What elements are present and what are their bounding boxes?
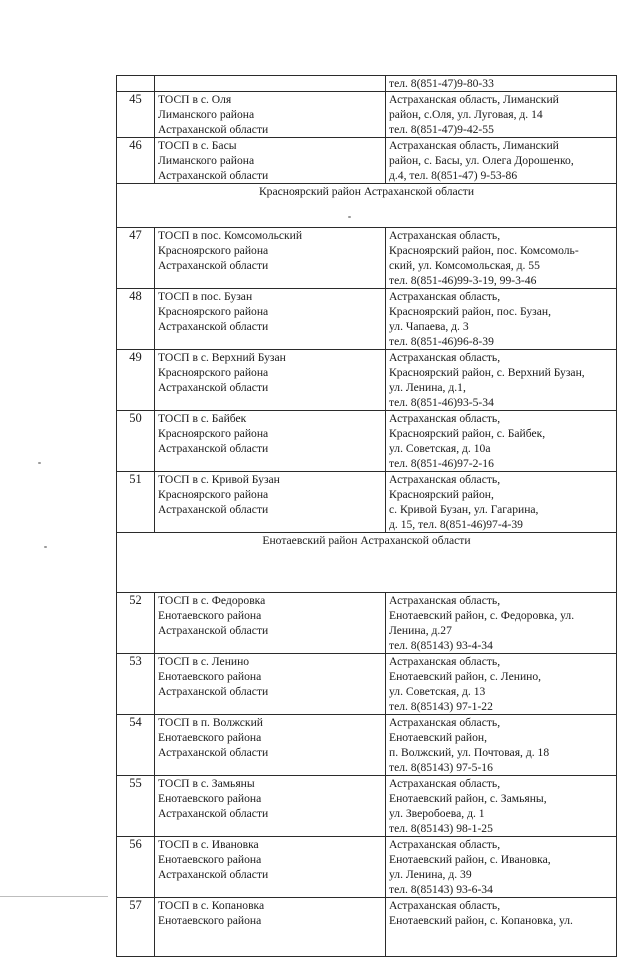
address-line: ул. Советская, д. 13 bbox=[389, 685, 486, 698]
scan-speck bbox=[38, 462, 41, 464]
table-row bbox=[117, 228, 617, 289]
table-row bbox=[117, 898, 617, 957]
address-line: тел. 8(85143) 93-6-34 bbox=[389, 883, 493, 896]
office-name-line: Енотаевского района bbox=[158, 792, 262, 805]
office-name-line: ТОСП в с. Оля bbox=[158, 93, 232, 106]
address-cell bbox=[386, 289, 617, 350]
row-number-cell: 49 bbox=[117, 350, 155, 411]
address-line: д.4, тел. 8(851-47) 9-53-86 bbox=[389, 169, 518, 182]
office-name-line: ТОСП в с. Копановка bbox=[158, 899, 265, 912]
section-header-row bbox=[117, 533, 617, 593]
office-name-cell bbox=[155, 411, 386, 472]
section-title: Енотаевский район Астраханской области bbox=[117, 533, 617, 593]
address-line: ул. Чапаева, д. 3 bbox=[389, 320, 469, 333]
office-name-cell bbox=[155, 289, 386, 350]
office-name-line: Лиманского района bbox=[158, 108, 255, 121]
address-line: ул. Ленина, д. 39 bbox=[389, 868, 472, 881]
section-title: Красноярский район Астраханской области bbox=[117, 184, 617, 228]
office-name-line: Лиманского района bbox=[158, 154, 255, 167]
address-cell bbox=[386, 76, 617, 92]
row-number-cell: 46 bbox=[117, 138, 155, 184]
office-name-line: ТОСП в с. Верхний Бузан bbox=[158, 351, 286, 364]
address-line: Красноярский район, bbox=[389, 488, 494, 501]
address-line: ул. Советская, д. 10а bbox=[389, 442, 491, 455]
address-line: Енотаевский район, с. Замьяны, bbox=[389, 792, 547, 805]
office-name-line: Енотаевского района bbox=[158, 731, 262, 744]
address-line: Астраханская область, bbox=[389, 777, 501, 790]
section-header-row bbox=[117, 184, 617, 228]
office-name-line: Красноярского района bbox=[158, 427, 269, 440]
address-line: Енотаевский район, с. Ивановка, bbox=[389, 853, 551, 866]
address-line: Енотаевский район, с. Федоровка, ул. bbox=[389, 609, 575, 622]
office-name-cell bbox=[155, 593, 386, 654]
scan-speck bbox=[44, 546, 47, 548]
address-cell bbox=[386, 138, 617, 184]
scan-edge-line bbox=[0, 896, 108, 897]
table-row bbox=[117, 654, 617, 715]
office-name-cell bbox=[155, 898, 386, 957]
address-line: Астраханская область, Лиманский bbox=[389, 139, 559, 152]
table-row-continuation bbox=[117, 76, 617, 92]
office-name-line: ТОСП в с. Басы bbox=[158, 139, 237, 152]
address-line: Ленина, д.27 bbox=[389, 624, 452, 637]
office-name-line: Астраханской области bbox=[158, 320, 269, 333]
office-name-line: Красноярского района bbox=[158, 488, 269, 501]
office-name-line: ТОСП в п. Волжский bbox=[158, 716, 263, 729]
address-line: тел. 8(85143) 98-1-25 bbox=[389, 822, 493, 835]
office-name-line: Астраханской области bbox=[158, 868, 269, 881]
table-row bbox=[117, 350, 617, 411]
row-number-cell: 53 bbox=[117, 654, 155, 715]
address-line: Астраханская область, bbox=[389, 716, 501, 729]
address-line: Красноярский район, пос. Комсомоль- bbox=[389, 244, 579, 257]
row-number-cell: 52 bbox=[117, 593, 155, 654]
address-line: Енотаевский район, с. Ленино, bbox=[389, 670, 542, 683]
office-name-line: Астраханской области bbox=[158, 381, 269, 394]
address-cell bbox=[386, 654, 617, 715]
address-line: тел. 8(85143) 97-1-22 bbox=[389, 700, 493, 713]
address-cell bbox=[386, 715, 617, 776]
office-name-line: Астраханской области bbox=[158, 169, 269, 182]
office-name-line: Астраханской области bbox=[158, 123, 269, 136]
address-cell bbox=[386, 411, 617, 472]
office-name-line: ТОСП в пос. Бузан bbox=[158, 290, 253, 303]
office-name-line: ТОСП в с. Ленино bbox=[158, 655, 250, 668]
address-line: Астраханская область, bbox=[389, 351, 501, 364]
office-name-line: Астраханской области bbox=[158, 807, 269, 820]
address-line: с. Кривой Бузан, ул. Гагарина, bbox=[389, 503, 539, 516]
table-row bbox=[117, 472, 617, 533]
office-name-line: ТОСП в пос. Комсомольский bbox=[158, 229, 303, 242]
office-name-line: Енотаевского района bbox=[158, 914, 262, 927]
address-line: п. Волжский, ул. Почтовая, д. 18 bbox=[389, 746, 550, 759]
row-number-cell: 54 bbox=[117, 715, 155, 776]
table-row bbox=[117, 138, 617, 184]
registry-table-body bbox=[117, 76, 617, 957]
table-row bbox=[117, 837, 617, 898]
office-name-line: Астраханской области bbox=[158, 746, 269, 759]
address-line: Астраханская область, bbox=[389, 229, 501, 242]
office-name-cell bbox=[155, 92, 386, 138]
office-name-line: Астраханской области bbox=[158, 624, 269, 637]
address-cell bbox=[386, 92, 617, 138]
office-name-cell bbox=[155, 350, 386, 411]
scan-speck bbox=[348, 216, 351, 218]
office-name-cell bbox=[155, 472, 386, 533]
row-number-cell: 57 bbox=[117, 898, 155, 957]
office-name-cell bbox=[155, 76, 386, 92]
address-line: Енотаевский район, bbox=[389, 731, 487, 744]
address-cell bbox=[386, 776, 617, 837]
office-name-line: Енотаевского района bbox=[158, 609, 262, 622]
office-name-cell bbox=[155, 654, 386, 715]
address-line: Астраханская область, bbox=[389, 594, 501, 607]
table-row bbox=[117, 92, 617, 138]
address-line: тел. 8(851-47)9-80-33 bbox=[389, 77, 494, 90]
address-line: Астраханская область, bbox=[389, 655, 501, 668]
table-row bbox=[117, 289, 617, 350]
address-cell bbox=[386, 228, 617, 289]
table-row bbox=[117, 715, 617, 776]
address-cell bbox=[386, 472, 617, 533]
office-name-cell bbox=[155, 715, 386, 776]
address-line: тел. 8(851-46)99-3-19, 99-3-46 bbox=[389, 274, 537, 287]
address-cell bbox=[386, 593, 617, 654]
address-line: тел. 8(851-46)97-2-16 bbox=[389, 457, 494, 470]
registry-table bbox=[116, 75, 617, 957]
address-line: тел. 8(851-47)9-42-55 bbox=[389, 123, 494, 136]
office-name-line: Енотаевского района bbox=[158, 670, 262, 683]
address-line: Астраханская область, bbox=[389, 899, 501, 912]
address-line: Красноярский район, с. Верхний Бузан, bbox=[389, 366, 585, 379]
address-line: тел. 8(85143) 93-4-34 bbox=[389, 639, 493, 652]
address-line: тел. 8(85143) 97-5-16 bbox=[389, 761, 493, 774]
address-line: тел. 8(851-46)93-5-34 bbox=[389, 396, 494, 409]
address-line: тел. 8(851-46)96-8-39 bbox=[389, 335, 494, 348]
office-name-cell bbox=[155, 228, 386, 289]
office-name-line: Красноярского района bbox=[158, 305, 269, 318]
address-line: Красноярский район, с. Байбек, bbox=[389, 427, 546, 440]
office-name-line: ТОСП в с. Замьяны bbox=[158, 777, 255, 790]
office-name-line: Астраханской области bbox=[158, 259, 269, 272]
address-line: Астраханская область, bbox=[389, 412, 501, 425]
address-line: Енотаевский район, с. Копановка, ул. bbox=[389, 914, 573, 927]
table-row bbox=[117, 593, 617, 654]
row-number-cell: 48 bbox=[117, 289, 155, 350]
address-cell bbox=[386, 350, 617, 411]
row-number-cell: 55 bbox=[117, 776, 155, 837]
table-row bbox=[117, 411, 617, 472]
address-line: Астраханская область, Лиманский bbox=[389, 93, 559, 106]
address-line: д. 15, тел. 8(851-46)97-4-39 bbox=[389, 518, 523, 531]
office-name-line: ТОСП в с. Кривой Бузан bbox=[158, 473, 280, 486]
office-name-line: Красноярского района bbox=[158, 366, 269, 379]
office-name-line: ТОСП в с. Байбек bbox=[158, 412, 247, 425]
row-number-cell: 50 bbox=[117, 411, 155, 472]
office-name-line: Астраханской области bbox=[158, 503, 269, 516]
office-name-line: ТОСП в с. Ивановка bbox=[158, 838, 259, 851]
office-name-line: Красноярского района bbox=[158, 244, 269, 257]
row-number-cell: 56 bbox=[117, 837, 155, 898]
address-line: район, с.Оля, ул. Луговая, д. 14 bbox=[389, 108, 543, 121]
office-name-cell bbox=[155, 138, 386, 184]
office-name-cell bbox=[155, 837, 386, 898]
row-number-cell: 51 bbox=[117, 472, 155, 533]
address-line: ул. Зверобоева, д. 1 bbox=[389, 807, 485, 820]
row-number-cell: 45 bbox=[117, 92, 155, 138]
address-line: Астраханская область, bbox=[389, 838, 501, 851]
address-line: Красноярский район, пос. Бузан, bbox=[389, 305, 551, 318]
office-name-cell bbox=[155, 776, 386, 837]
address-line: ский, ул. Комсомольская, д. 55 bbox=[389, 259, 540, 272]
row-number-cell bbox=[117, 76, 155, 92]
address-cell bbox=[386, 898, 617, 957]
row-number-cell: 47 bbox=[117, 228, 155, 289]
office-name-line: Астраханской области bbox=[158, 442, 269, 455]
address-line: Астраханская область, bbox=[389, 473, 501, 486]
office-name-line: Енотаевского района bbox=[158, 853, 262, 866]
table-row bbox=[117, 776, 617, 837]
address-cell bbox=[386, 837, 617, 898]
address-line: район, с. Басы, ул. Олега Дорошенко, bbox=[389, 154, 574, 167]
address-line: Астраханская область, bbox=[389, 290, 501, 303]
address-line: ул. Ленина, д.1, bbox=[389, 381, 466, 394]
office-name-line: Астраханской области bbox=[158, 685, 269, 698]
office-name-line: ТОСП в с. Федоровка bbox=[158, 594, 266, 607]
